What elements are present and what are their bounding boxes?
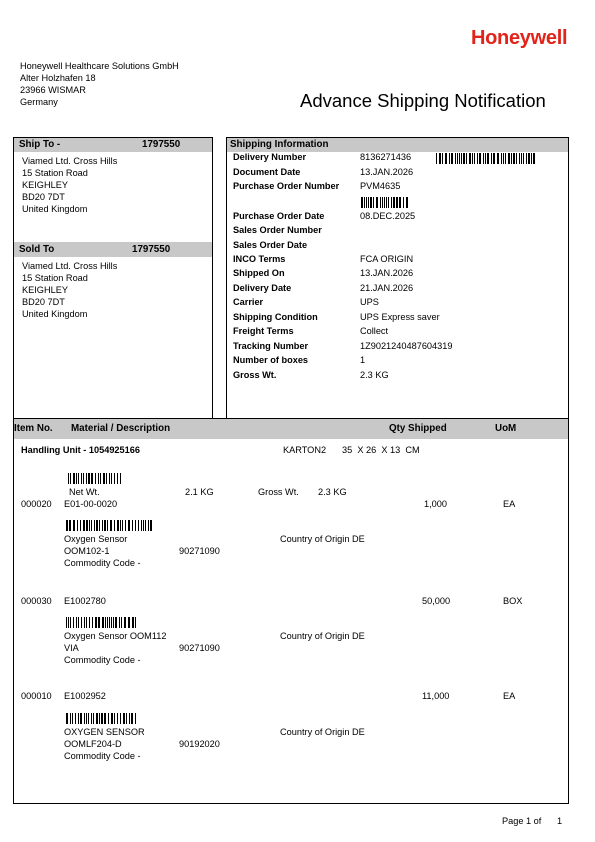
shipping-info-panel — [226, 137, 569, 419]
barcode-bar — [123, 713, 125, 724]
barcode-bar — [124, 617, 126, 628]
barcode-bar — [406, 197, 408, 208]
barcode-bar — [451, 153, 453, 164]
gross-weight-label-hu: Gross Wt. — [258, 487, 299, 497]
delivery-date-value: 21.JAN.2026 — [360, 283, 414, 293]
barcode-bar — [86, 520, 88, 531]
barcode-bar — [70, 713, 71, 724]
gross-weight-value: 2.3 KG — [360, 370, 389, 380]
item-uom: EA — [503, 691, 516, 701]
barcode-bar — [135, 617, 136, 628]
shipping-condition-value: UPS Express saver — [360, 312, 440, 322]
uom-header: UoM — [495, 423, 517, 434]
barcode-bar — [78, 713, 79, 724]
barcode-bar — [132, 520, 133, 531]
barcode-bar — [70, 617, 71, 628]
barcode-bar — [485, 153, 486, 164]
sales-order-date-label: Sales Order Date — [233, 240, 308, 250]
barcode-bar — [508, 153, 510, 164]
ship-to-line: Viamed Ltd. Cross Hills — [22, 156, 118, 166]
barcode-bar — [391, 197, 392, 208]
page-label: Page 1 of — [502, 816, 542, 826]
item-no-header: Item No. — [14, 423, 53, 434]
inco-terms-label: INCO Terms — [233, 254, 286, 264]
document-date-label: Document Date — [233, 167, 301, 177]
barcode-bar — [373, 197, 374, 208]
barcode-bar — [145, 520, 146, 531]
handling-unit-barcode — [68, 473, 124, 484]
item-code: 90271090 — [179, 546, 220, 556]
barcode-bar — [117, 520, 119, 531]
barcode-bar — [92, 617, 93, 628]
item-barcode — [66, 713, 138, 724]
barcode-bar — [403, 197, 404, 208]
inco-terms-value: FCA ORIGIN — [360, 254, 414, 264]
barcode-bar — [519, 153, 520, 164]
barcode-bar — [148, 520, 149, 531]
item-description: Oxygen Sensor OOM112 — [64, 631, 167, 641]
shipping-condition-label: Shipping Condition — [233, 312, 318, 322]
document-title: Advance Shipping Notification — [300, 90, 546, 111]
barcode-bar — [439, 153, 441, 164]
page-total: 1 — [557, 816, 563, 826]
barcode-bar — [102, 520, 103, 531]
barcode-bar — [138, 520, 139, 531]
barcode-bar — [66, 617, 67, 628]
sender-company: Honeywell Healthcare Solutions GmbH — [20, 61, 179, 71]
barcode-bar — [98, 617, 100, 628]
shipped-on-value: 13.JAN.2026 — [360, 268, 414, 278]
barcode-bar — [86, 713, 87, 724]
barcode-bar — [386, 197, 387, 208]
barcode-bar — [73, 473, 75, 484]
sold-to-line: BD20 7DT — [22, 297, 65, 307]
barcode-bar — [150, 520, 152, 531]
ship-to-header — [14, 138, 212, 152]
sender-street: Alter Holzhafen 18 — [20, 73, 96, 83]
sold-to-number: 1797550 — [132, 244, 171, 255]
item-material: E1002780 — [64, 596, 106, 606]
ship-to-line: KEIGHLEY — [22, 180, 68, 190]
qty-shipped-header: Qty Shipped — [389, 423, 447, 434]
barcode-bar — [141, 520, 142, 531]
item-country-of-origin: Country of Origin DE — [280, 631, 365, 641]
sold-to-header — [14, 242, 212, 257]
net-weight-label: Net Wt. — [69, 487, 100, 497]
barcode-bar — [479, 153, 481, 164]
delivery-date-label: Delivery Date — [233, 283, 292, 293]
barcode-bar — [128, 520, 130, 531]
item-description-2: VIA — [64, 643, 79, 653]
purchase-order-number-label: Purchase Order Number — [233, 181, 340, 191]
item-description-2: OOMLF204-D — [64, 739, 122, 749]
ship-to-line: BD20 7DT — [22, 192, 65, 202]
barcode-bar — [513, 153, 515, 164]
barcode-bar — [120, 520, 121, 531]
barcode-bar — [99, 520, 100, 531]
sender-address — [20, 60, 179, 108]
barcode-bar — [105, 617, 106, 628]
item-qty: 11,000 — [422, 691, 450, 701]
freight-terms-label: Freight Terms — [233, 326, 294, 336]
barcode-bar — [493, 153, 495, 164]
barcode-bar — [68, 473, 69, 484]
barcode-bar — [111, 617, 112, 628]
barcode-bar — [511, 153, 512, 164]
ship-to-line: 15 Station Road — [22, 168, 88, 178]
item-description: Oxygen Sensor — [64, 534, 128, 544]
barcode-bar — [393, 197, 395, 208]
barcode-bar — [73, 520, 75, 531]
item-description: OXYGEN SENSOR — [64, 727, 145, 737]
barcode-bar — [368, 197, 369, 208]
barcode-bar — [125, 520, 126, 531]
gross-weight-value-hu: 2.3 KG — [318, 487, 347, 497]
barcode-bar — [399, 197, 401, 208]
barcode-bar — [497, 153, 499, 164]
barcode-bar — [396, 197, 398, 208]
barcode-bar — [100, 473, 101, 484]
shipped-on-label: Shipped On — [233, 268, 285, 278]
barcode-bar — [531, 153, 532, 164]
barcode-bar — [91, 473, 93, 484]
barcode-bar — [132, 617, 134, 628]
net-weight-value: 2.1 KG — [185, 487, 214, 497]
barcode-bar — [76, 617, 77, 628]
barcode-bar — [89, 617, 90, 628]
barcode-bar — [107, 520, 108, 531]
barcode-bar — [106, 473, 107, 484]
document-date-value: 13.JAN.2026 — [360, 167, 414, 177]
barcode-bar — [469, 153, 471, 164]
tracking-number-value: 1Z9021240487604319 — [360, 341, 453, 351]
barcode-bar — [81, 473, 82, 484]
barcode-bar — [77, 520, 78, 531]
item-description-2: OOM102-1 — [64, 546, 110, 556]
barcode-bar — [84, 713, 85, 724]
barcode-bar — [104, 520, 106, 531]
item-barcode — [66, 617, 138, 628]
sender-country: Germany — [20, 97, 58, 107]
barcode-bar — [70, 473, 71, 484]
barcode-bar — [516, 153, 517, 164]
barcode-bar — [91, 713, 92, 724]
barcode-bar — [463, 153, 465, 164]
delivery-number-value: 8136271436 — [360, 152, 412, 162]
item-uom: BOX — [503, 596, 523, 606]
barcode-bar — [99, 713, 100, 724]
purchase-order-date-value: 08.DEC.2025 — [360, 211, 416, 221]
barcode-bar — [102, 617, 104, 628]
barcode-bar — [135, 713, 136, 724]
barcode-bar — [117, 473, 118, 484]
item-country-of-origin: Country of Origin DE — [280, 727, 365, 737]
barcode-bar — [78, 617, 79, 628]
barcode-bar — [86, 473, 87, 484]
barcode-bar — [96, 713, 98, 724]
sender-city: 23966 WISMAR — [20, 85, 86, 95]
item-barcode — [66, 520, 152, 531]
barcode-bar — [95, 617, 97, 628]
sold-to-line: KEIGHLEY — [22, 285, 68, 295]
barcode-bar — [380, 197, 381, 208]
barcode-bar — [107, 617, 108, 628]
barcode-bar — [108, 713, 109, 724]
barcode-bar — [115, 617, 117, 628]
barcode-bar — [461, 153, 462, 164]
barcode-bar — [442, 153, 443, 164]
barcode-bar — [66, 713, 68, 724]
barcode-bar — [483, 153, 484, 164]
barcode-bar — [104, 713, 106, 724]
barcode-bar — [117, 713, 118, 724]
barcode-bar — [88, 473, 90, 484]
carrier-label: Carrier — [233, 297, 264, 307]
barcode-bar — [84, 617, 85, 628]
ship-to-label: Ship To - — [19, 139, 61, 150]
barcode-bar — [111, 713, 113, 724]
purchase-order-barcode — [361, 197, 409, 208]
barcode-bar — [80, 713, 82, 724]
barcode-bar — [83, 473, 84, 484]
barcode-bar — [457, 153, 458, 164]
item-code: 90271090 — [179, 643, 220, 653]
sold-to-line: 15 Station Road — [22, 273, 88, 283]
barcode-bar — [477, 153, 478, 164]
barcode-bar — [81, 617, 82, 628]
barcode-bar — [114, 713, 115, 724]
barcode-bar — [455, 153, 456, 164]
barcode-bar — [526, 153, 527, 164]
item-code: 90192020 — [179, 739, 220, 749]
barcode-bar — [364, 197, 365, 208]
barcode-bar — [521, 153, 522, 164]
barcode-bar — [120, 713, 121, 724]
barcode-bar — [388, 197, 389, 208]
barcode-bar — [503, 153, 504, 164]
purchase-order-number-value: PVM4635 — [360, 181, 401, 191]
delivery-number-label: Delivery Number — [233, 152, 307, 162]
item-qty: 1,000 — [424, 499, 447, 509]
carrier-value: UPS — [360, 297, 379, 307]
barcode-bar — [122, 520, 123, 531]
barcode-bar — [94, 520, 95, 531]
barcode-bar — [126, 713, 127, 724]
sold-to-address — [22, 260, 117, 320]
barcode-bar — [376, 197, 378, 208]
barcode-bar — [69, 520, 71, 531]
sold-to-line: Viamed Ltd. Cross Hills — [22, 261, 118, 271]
barcode-bar — [110, 520, 112, 531]
barcode-bar — [111, 473, 112, 484]
barcode-bar — [131, 713, 133, 724]
barcode-bar — [98, 473, 99, 484]
barcode-bar — [449, 153, 450, 164]
barcode-bar — [119, 617, 120, 628]
barcode-bar — [523, 153, 524, 164]
barcode-bar — [466, 153, 467, 164]
packaging-type: KARTON2 — [283, 445, 327, 455]
item-material: E01-00-0020 — [64, 499, 118, 509]
barcode-bar — [89, 520, 90, 531]
barcode-bar — [505, 153, 506, 164]
item-no: 000030 — [21, 596, 52, 606]
barcode-bar — [109, 617, 110, 628]
ship-to-address — [22, 155, 117, 215]
number-of-boxes-label: Number of boxes — [233, 355, 309, 365]
item-commodity-code: Commodity Code - — [64, 558, 141, 568]
barcode-bar — [361, 197, 363, 208]
barcode-bar — [66, 520, 68, 531]
barcode-bar — [533, 153, 535, 164]
barcode-bar — [121, 617, 122, 628]
barcode-bar — [103, 473, 105, 484]
barcode-bar — [114, 473, 115, 484]
barcode-bar — [96, 520, 98, 531]
barcode-bar — [382, 197, 383, 208]
ship-to-number: 1797550 — [142, 139, 181, 150]
material-header: Material / Description — [71, 423, 171, 434]
barcode-bar — [472, 153, 473, 164]
item-country-of-origin: Country of Origin DE — [280, 534, 365, 544]
item-uom: EA — [503, 499, 516, 509]
ship-to-line: United Kingdom — [22, 204, 88, 214]
package-dimensions: 35 X 26 X 13 CM — [342, 445, 420, 455]
sold-to-label: Sold To — [19, 244, 55, 255]
barcode-bar — [75, 713, 76, 724]
item-material: E1002952 — [64, 691, 106, 701]
gross-weight-label: Gross Wt. — [233, 370, 277, 380]
barcode-bar — [95, 473, 96, 484]
barcode-bar — [109, 473, 110, 484]
barcode-bar — [370, 197, 372, 208]
barcode-bar — [114, 520, 115, 531]
barcode-bar — [86, 617, 87, 628]
sold-to-line: United Kingdom — [22, 309, 88, 319]
barcode-bar — [129, 713, 130, 724]
barcode-bar — [78, 473, 79, 484]
barcode-bar — [68, 617, 69, 628]
barcode-bar — [88, 713, 89, 724]
item-commodity-code: Commodity Code - — [64, 751, 141, 761]
barcode-bar — [528, 153, 530, 164]
barcode-bar — [113, 617, 114, 628]
barcode-bar — [384, 197, 385, 208]
barcode-bar — [91, 520, 92, 531]
barcode-bar — [135, 520, 136, 531]
freight-terms-value: Collect — [360, 326, 389, 336]
barcode-bar — [93, 713, 94, 724]
item-no: 000020 — [21, 499, 52, 509]
barcode-bar — [366, 197, 367, 208]
purchase-order-date-label: Purchase Order Date — [233, 211, 325, 221]
barcode-bar — [72, 713, 73, 724]
barcode-bar — [459, 153, 460, 164]
barcode-bar — [83, 520, 85, 531]
barcode-bar — [474, 153, 475, 164]
item-commodity-code: Commodity Code - — [64, 655, 141, 665]
barcode-bar — [120, 473, 121, 484]
handling-unit-label: Handling Unit - 1054925166 — [21, 445, 140, 455]
number-of-boxes-value: 1 — [360, 355, 366, 365]
barcode-bar — [487, 153, 489, 164]
barcode-bar — [143, 520, 144, 531]
barcode-bar — [80, 520, 81, 531]
barcode-bar — [491, 153, 492, 164]
honeywell-logo: Honeywell — [471, 27, 568, 49]
barcode-bar — [128, 617, 130, 628]
tracking-number-label: Tracking Number — [233, 341, 309, 351]
barcode-bar — [101, 713, 103, 724]
item-qty: 50,000 — [422, 596, 451, 606]
delivery-number-barcode — [436, 153, 536, 164]
item-no: 000010 — [21, 691, 52, 701]
barcode-bar — [501, 153, 502, 164]
sales-order-number-label: Sales Order Number — [233, 225, 322, 235]
barcode-bar — [445, 153, 447, 164]
shipping-info-header: Shipping Information — [227, 138, 568, 152]
items-header — [14, 419, 568, 439]
barcode-bar — [76, 473, 77, 484]
barcode-bar — [73, 617, 74, 628]
barcode-bar — [436, 153, 437, 164]
